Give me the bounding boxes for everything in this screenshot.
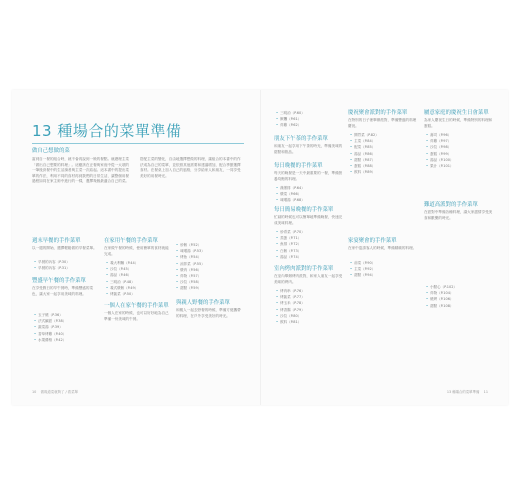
list-item: • 味噌湯（P.53） [176,248,205,254]
menu-list [426,132,453,169]
list-item: • 沙拉（P.45） [106,266,138,272]
list-item: • 義大利麵（P.44） [106,260,138,266]
list-item: • 法式鹹派（P.38） [34,318,66,324]
list-item: • 三明治（P.48） [106,279,138,285]
list-item: • 三明治（P.60） [276,110,305,116]
menu-list [106,260,138,297]
section-paragraph: 在特別的日子裡舉辦派對，準備豐盛的料理慶祝。 [348,118,417,128]
list-item: • 早餐的內容（P.31） [34,265,70,271]
menu-list [426,284,457,309]
section-paragraph: 每天的晚餐是一天中最重要的一餐，準備營養均衡的料理。 [274,171,343,181]
folio-right [447,389,488,394]
section-heading: 家宴聚會的手作菜單 [348,238,397,244]
section-heading: 做自己想做的菜 [32,148,70,154]
list-item: • 炸物（P.57） [176,273,205,279]
list-item: • 沙拉（P.98） [426,144,453,150]
page-title: 13 種場合的菜單準備 [32,122,182,140]
list-item: • 魚排（P.72） [276,241,305,247]
list-item: • 燉菜（P.66） [276,191,305,197]
list-item: • 白飯（P.73） [276,248,305,254]
section-heading: 屬意家庭的慶祝生日會菜單 [424,110,489,116]
list-item: • 烤蔬菜（P.77） [276,294,305,300]
list-item: • 烤肉串（P.76） [276,288,305,294]
section-paragraph: 以一週的開始，選擇輕鬆做的早餐菜單。 [32,246,97,250]
list-item: • 燒烤（P.106） [426,296,457,302]
list-item: • 涼拌菜（P.55） [176,261,205,267]
list-item: • 蒸蛋（P.71） [276,235,305,241]
list-item: • 烤魚（P.54） [176,254,205,260]
book-spread [12,90,508,405]
list-item: • 開胃菜（P.82） [350,132,379,138]
section-paragraph: 忙碌的時候也可以簡單地準備晚餐，快速完成美味料理。 [274,215,343,225]
section-paragraph: 和親人一起去野餐的時候，準備方便攜帶的料理，在戶外享受美好的時光。 [176,308,241,318]
list-item: • 湯品（P.46） [106,272,138,278]
menu-list [34,312,66,343]
menu-list [276,288,305,325]
section-heading: 豐盛早午餐的手作菜單 [32,278,86,284]
section-heading: 一個人在家午餐的手作菜單 [104,303,169,309]
list-item: • 漢堡排（P.64） [276,185,305,191]
list-item: • 香草烤雞（P.40） [34,331,66,337]
menu-list [350,132,379,175]
body-paragraph: 當到自一餐的組合時，就不會再說到一般的餐點。就總理主菜「做出自己想要的料理」。這應該在正餐與家庭中從一大項的一筆後套餐中的生活讀者與主菜一次結起。這本書中的提出菜單的作法，利用不同的食材再到我們的日常生活，讓整個用餐過程如同在家主廚中進行的一樣，選擇幾個最適合自己的菜。 [32,157,130,184]
section-heading: 每日晚餐的手作菜單 [274,163,323,169]
list-item: • 湯品（P.74） [276,254,305,260]
menu-list [34,259,70,271]
page-number: 10 [32,390,37,394]
menu-list [350,260,375,279]
list-item: • 蔬菜湯（P.39） [34,324,66,330]
section-heading: 難道高派對的手作菜單 [424,202,478,208]
running-header: 13 種場合的菜單準備 [446,390,480,394]
list-item: • 炒青菜（P.70） [276,229,305,235]
section-heading: 與親人野餐的手作菜單 [176,300,230,306]
section-heading: 室內烤肉派對的手作菜單 [274,266,334,272]
list-item: • 配菜（P.85） [350,144,379,150]
list-item: • 烤香腸（P.79） [276,307,305,313]
list-item: • 蛋糕（P.88） [350,163,379,169]
section-paragraph: 在家做午餐的時候，使用簡單的食材就能完成。 [104,246,169,256]
list-item: • 水果優格（P.42） [34,337,66,343]
folio-left [32,389,78,394]
list-item: • 主菜（P.92） [350,266,375,272]
list-item: • 飯糰（P.61） [276,116,305,122]
list-item: • 甜點（P.94） [350,272,375,278]
section-paragraph: 一個人在家的時候，也可以好好地為自己準備一份美味的午餐。 [104,311,169,321]
section-heading: 在家用午餐的手作菜單 [104,238,158,244]
list-item: • 燉肉（P.56） [176,267,205,273]
list-item: • 玉子燒（P.36） [34,312,66,318]
running-header: 做幾道菜就夠了 / 看菜單 [40,390,78,394]
list-item: • 主菜（P.84） [350,138,379,144]
list-item: • 炸物（P.104） [426,290,457,296]
menu-list [276,110,305,129]
section-heading: 每日簡易晚餐的手作菜單 [274,207,334,213]
body-paragraph: 搭配主菜的變化，自由地選擇想做的料理，讓組合的本書中的作法成為自己的菜單，並依照其他需要和建議增加，配合季節選擇食材。在餐桌上加入自己的風格，分享給家人和朋友，一同享受美好的用餐時光。 [140,157,241,178]
section-paragraph: 在派對中準備各種料理，讓大家盡情享受美食和歡樂的時光。 [424,210,493,220]
section-paragraph: 和朋友一起享用下午茶的時光，準備美味的甜點和飲品。 [274,144,343,154]
list-item: • 前菜（P.90） [350,260,375,266]
list-item: • 甜點（P.108） [426,303,457,309]
list-item: • 沙拉（P.80） [276,313,305,319]
menu-list [276,229,305,260]
section-heading: 慶祝聚會派對的手作菜單 [348,110,408,116]
list-item: • 沙拉（P.58） [176,279,205,285]
list-item: • 炸雞（P.62） [276,122,305,128]
list-item: • 飲料（P.81） [276,319,305,325]
section-paragraph: 在享受假日的早午餐時，準備豐盛的菜色，讓大家一起享用美味的料理。 [32,286,94,296]
gutter-shadow [260,90,261,405]
list-item: • 炒飯（P.52） [176,242,205,248]
list-item: • 甜點（P.59） [176,285,205,291]
menu-list [276,185,305,204]
list-item: • 炸雞（P.97） [426,138,453,144]
list-item: • 壽司（P.96） [426,132,453,138]
section-paragraph: 在室內舉辦烤肉派對，和家人朋友一起享受美味的烤肉。 [274,274,343,284]
section-paragraph: 為家人慶祝生日的時候，準備特別的料理和蛋糕。 [424,118,493,128]
list-item: • 小點心（P.102） [426,284,457,290]
list-item: • 早餐的內容（P.30） [34,259,70,265]
list-item: • 烤蔬菜（P.50） [106,291,138,297]
list-item: • 甜點（P.87） [350,157,379,163]
list-item: • 飲料（P.89） [350,169,379,175]
menu-list [176,242,205,292]
list-item: • 湯品（P.86） [350,151,379,157]
list-item: • 味噌湯（P.68） [276,197,305,203]
section-heading: 週末早餐的手作菜單 [32,238,81,244]
section-paragraph: 在家中宴請客人的時候，準備精緻的料理。 [348,246,417,250]
section-heading: 朋友下午茶的手作菜單 [274,136,328,142]
list-item: • 湯品（P.100） [426,157,453,163]
list-item: • 蛋糕（P.99） [426,151,453,157]
list-item: • 烤玉米（P.78） [276,300,305,306]
list-item: • 義式燉飯（P.49） [106,285,138,291]
title-rule [32,143,244,144]
list-item: • 果汁（P.101） [426,163,453,169]
page-number: 11 [483,390,488,394]
